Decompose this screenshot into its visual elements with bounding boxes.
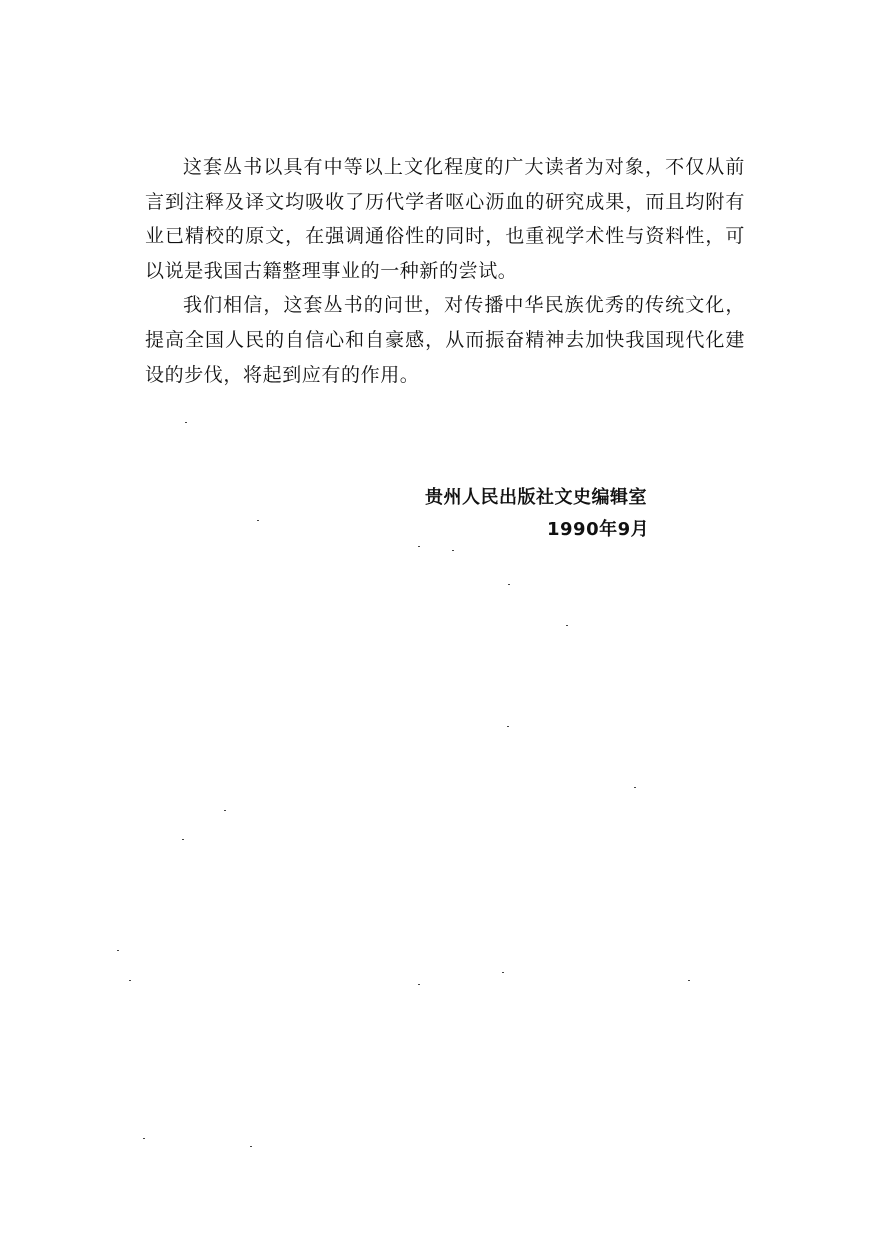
scan-speck [452, 550, 454, 551]
scan-speck [634, 787, 636, 788]
body-text [145, 150, 745, 392]
scan-speck [185, 422, 187, 423]
scan-speck [502, 972, 504, 973]
scan-speck [257, 520, 259, 521]
scan-speck [182, 839, 184, 840]
publisher-name: 贵州人民出版社文史编辑室 [425, 487, 647, 508]
scan-speck [418, 984, 420, 985]
paragraph-1: 这套丛书以具有中等以上文化程度的广大读者为对象，不仅从前言到注释及译文均吸收了历代学者呕心沥血的研究成果，而且均附有业已精校的原文，在强调通俗性的同时，也重视学术性与资料性，可以说是我国古籍整理事业的一种新的尝试。 [145, 156, 745, 282]
scan-speck [566, 625, 568, 626]
scan-speck [224, 810, 226, 811]
scan-speck [418, 546, 420, 547]
scan-speck [143, 1138, 145, 1139]
scan-speck [688, 980, 690, 981]
scan-speck [508, 584, 510, 585]
scan-speck [129, 980, 131, 981]
paragraph-2: 我们相信，这套丛书的问世，对传播中华民族优秀的传统文化，提高全国人民的自信心和自豪感，从而振奋精神去加快我国现代化建设的步伐，将起到应有的作用。 [145, 294, 745, 386]
scan-speck [507, 726, 509, 727]
signature-date: 1990年9月 [547, 519, 650, 540]
signature-block [425, 482, 765, 546]
scan-speck [117, 950, 119, 951]
scan-speck [250, 1146, 252, 1147]
